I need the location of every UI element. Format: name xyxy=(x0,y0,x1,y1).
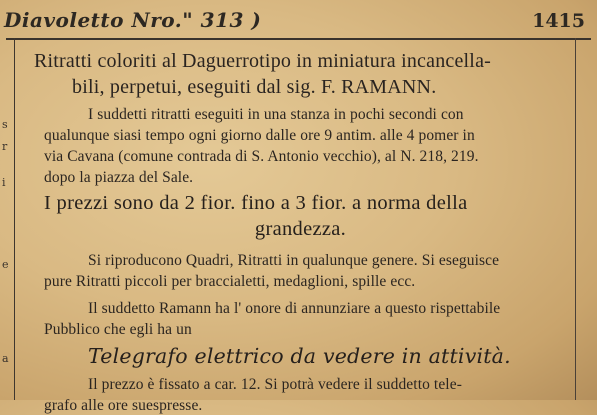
price-line: grandezza. xyxy=(254,218,347,240)
headline-line: Ritratti coloriti al Daguerrotipo in miniatura incancella- xyxy=(34,50,492,72)
page-header xyxy=(4,8,593,38)
price-line: I prezzi sono da 2 fior. fino a 3 fior. a norma della xyxy=(44,192,468,214)
body-line: dopo la piazza del Sale. xyxy=(44,169,194,186)
header-rule xyxy=(6,38,591,40)
newspaper-title: Diavoletto Nro." 313 ) xyxy=(4,8,262,32)
body-line: I suddetti ritratti eseguiti in una stanza in pochi secondi con xyxy=(88,106,464,123)
body-line: Il suddetto Ramann ha l' onore di annunziare a questo rispettabile xyxy=(88,300,501,317)
body-line: qualunque siasi tempo ogni giorno dalle ore 9 antim. alle 4 pomer in xyxy=(44,127,475,144)
page-number: 1415 xyxy=(532,10,585,32)
margin-mark: a xyxy=(2,352,9,365)
body-line: pure Ritratti piccoli per braccialetti, medaglioni, spille ecc. xyxy=(44,273,416,290)
body-line: Pubblico che egli ha un xyxy=(44,321,192,338)
margin-mark: r xyxy=(2,140,8,153)
body-line: Si riproducono Quadri, Ritratti in qualunque genere. Si eseguisce xyxy=(88,252,500,269)
body-line: via Cavana (comune contrada di S. Antonio vecchio), al N. 218, 219. xyxy=(44,148,479,165)
margin-mark: s xyxy=(2,118,8,131)
margin-mark: i xyxy=(2,176,6,189)
headline-line: bili, perpetui, eseguiti dal sig. F. RAMANN. xyxy=(72,76,437,98)
margin-mark: e xyxy=(2,258,9,271)
body-line: grafo alle ore suespresse. xyxy=(44,397,203,414)
column-divider-left xyxy=(14,38,15,400)
telegraph-heading: Telegrafo elettrico da vedere in attività. xyxy=(88,344,511,368)
body-line: Il prezzo è fissato a car. 12. Si potrà vedere il suddetto tele- xyxy=(88,376,462,393)
column-divider-right xyxy=(575,38,576,400)
